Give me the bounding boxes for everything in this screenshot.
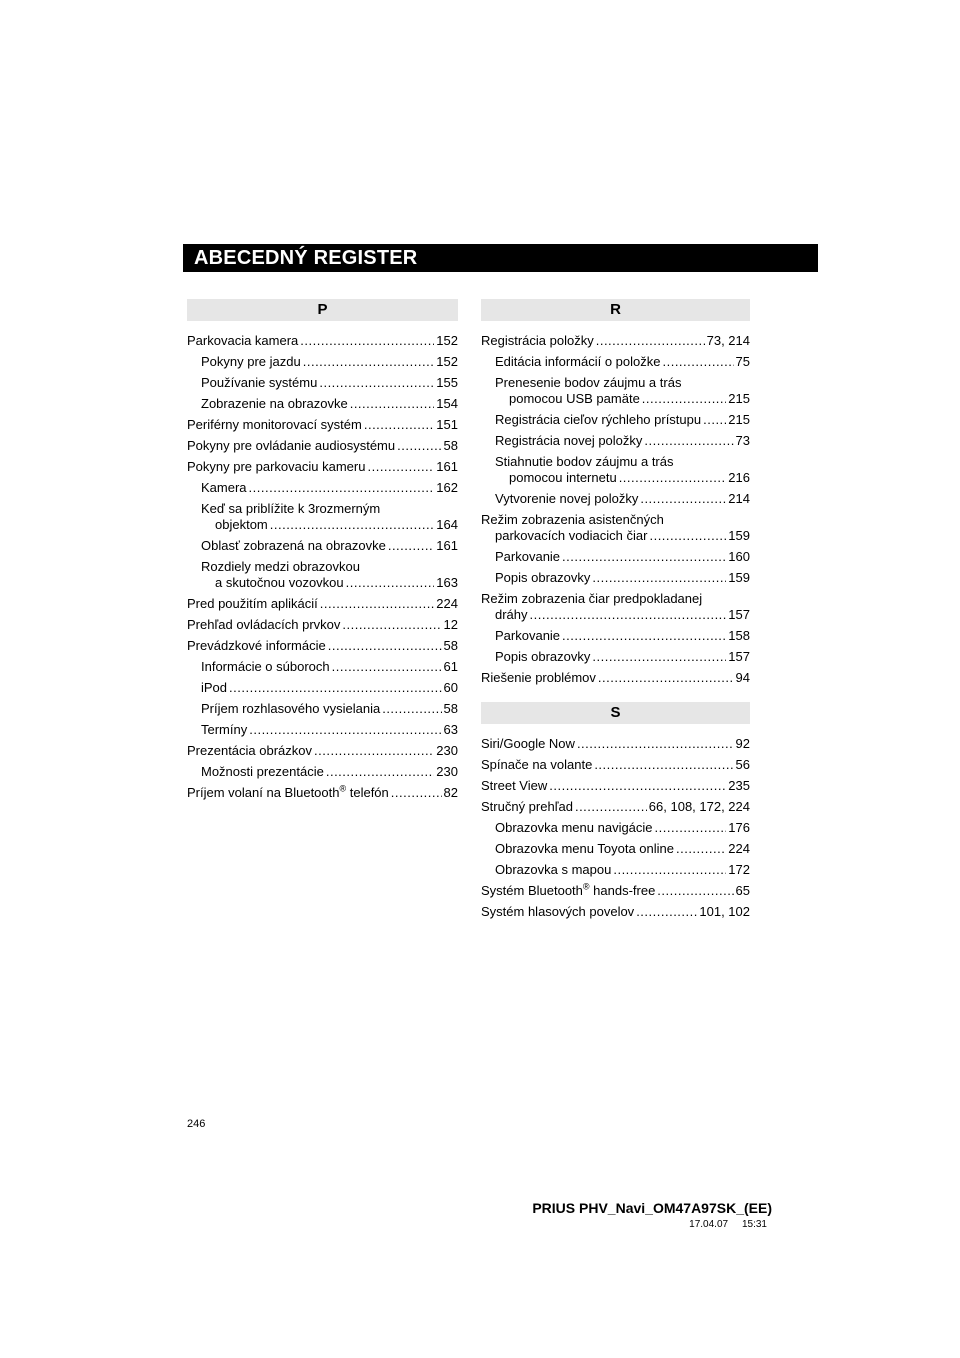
letter-heading-r: R [481, 299, 750, 321]
page-ref: 60 [443, 679, 458, 695]
index-entry: Systém hlasových povelov ..... 101, 102 [481, 901, 750, 922]
section-header-bar [183, 244, 818, 272]
index-subentry: Vytvorenie novej položky ..... 214 [481, 488, 750, 509]
index-subentry: Informácie o súboroch ..... 61 [187, 656, 458, 677]
document-code: PRIUS PHV_Navi_OM47A97SK_(EE) [532, 1200, 772, 1216]
registered-mark: ® [339, 783, 347, 794]
page-ref: 152 [436, 353, 458, 369]
index-subentry: Prenesenie bodov záujmu a trás pomocou USB pamäte ..... 215 [481, 372, 750, 409]
page-ref: 58 [443, 637, 458, 653]
page-ref: 161 [436, 458, 458, 474]
page-ref: 176 [728, 819, 750, 835]
page-ref: 172 [728, 861, 750, 877]
page-ref: 155 [436, 374, 458, 390]
index-subentry: Obrazovka s mapou ..... 172 [481, 859, 750, 880]
page-ref: 75 [735, 353, 750, 369]
page-ref: 230 [436, 742, 458, 758]
index-subentry: Obrazovka menu navigácie ..... 176 [481, 817, 750, 838]
index-entry: Prehľad ovládacích prvkov ..... 12 [187, 614, 458, 635]
page-ref: 160 [728, 548, 750, 564]
index-entry: Stručný prehľad ..... 66, 108, 172, 224 [481, 796, 750, 817]
index-subentry: Možnosti prezentácie ..... 230 [187, 761, 458, 782]
page-ref: 224 [728, 840, 750, 856]
index-entry: Režim zobrazenia asistenčných parkovacích vodiacich čiar ..... 159 [481, 509, 750, 546]
index-entry: Pokyny pre parkovaciu kameru ..... 161 [187, 456, 458, 477]
index-column-left [187, 299, 458, 803]
page-ref: 216 [728, 469, 750, 485]
registered-mark: ® [582, 881, 590, 892]
index-subentry: Zobrazenie na obrazovke ..... 154 [187, 393, 458, 414]
page-ref: 224 [436, 595, 458, 611]
page-ref: 157 [728, 648, 750, 664]
page-ref: 154 [436, 395, 458, 411]
index-subentry: Používanie systému ..... 155 [187, 372, 458, 393]
index-subentry: Keď sa priblížite k 3rozmerným objektom ..... 164 [187, 498, 458, 535]
index-column-right [481, 299, 750, 922]
index-subentry: Kamera ..... 162 [187, 477, 458, 498]
letter-heading-p: P [187, 299, 458, 321]
page-ref: 159 [728, 527, 750, 543]
page-ref: 58 [443, 700, 458, 716]
index-subentry: Termíny ..... 63 [187, 719, 458, 740]
index-entry: Siri/Google Now ..... 92 [481, 733, 750, 754]
index-entry: Príjem volaní na Bluetooth® telefón ..... 82 [187, 782, 458, 803]
index-subentry: Registrácia novej položky ..... 73 [481, 430, 750, 451]
index-entry: Riešenie problémov ..... 94 [481, 667, 750, 688]
index-subentry: Rozdiely medzi obrazovkou a skutočnou vozovkou ..... 163 [187, 556, 458, 593]
index-subentry: iPod ..... 60 [187, 677, 458, 698]
page-ref: 215 [728, 411, 750, 427]
index-subentry: Pokyny pre jazdu ..... 152 [187, 351, 458, 372]
page-ref: 66, 108, 172, 224 [648, 798, 750, 814]
index-subentry: Obrazovka menu Toyota online ..... 224 [481, 838, 750, 859]
page-ref: 157 [728, 606, 750, 622]
page-ref: 151 [436, 416, 458, 432]
page-ref: 73 [735, 432, 750, 448]
page-ref: 65 [735, 882, 750, 898]
page-ref: 158 [728, 627, 750, 643]
page-ref: 92 [735, 735, 750, 751]
page-ref: 161 [436, 537, 458, 553]
index-entry: Pokyny pre ovládanie audiosystému ..... 58 [187, 435, 458, 456]
index-subentry: Parkovanie ..... 160 [481, 546, 750, 567]
page-ref: 162 [436, 479, 458, 495]
page-ref: 214 [728, 490, 750, 506]
index-entry: Periférny monitorovací systém ..... 151 [187, 414, 458, 435]
page-number: 246 [187, 1118, 206, 1130]
index-entry: Street View ..... 235 [481, 775, 750, 796]
index-subentry: Parkovanie ..... 158 [481, 625, 750, 646]
page-title: ABECEDNÝ REGISTER [194, 247, 418, 269]
page-ref: 152 [436, 332, 458, 348]
page-ref: 215 [728, 390, 750, 406]
page-ref: 163 [436, 574, 458, 590]
index-subentry: Popis obrazovky ..... 159 [481, 567, 750, 588]
page-ref: 101, 102 [699, 903, 750, 919]
print-timestamp: 17.04.07 15:31 [689, 1219, 767, 1230]
page-ref: 235 [728, 777, 750, 793]
page-ref: 230 [436, 763, 458, 779]
index-entry: Pred použitím aplikácií ..... 224 [187, 593, 458, 614]
index-entry: Prevádzkové informácie ..... 58 [187, 635, 458, 656]
index-entry: Spínače na volante ..... 56 [481, 754, 750, 775]
page-ref: 63 [443, 721, 458, 737]
page-ref: 58 [443, 437, 458, 453]
page-ref: 12 [443, 616, 458, 632]
page-ref: 61 [443, 658, 458, 674]
page-ref: 164 [436, 516, 458, 532]
index-subentry: Stiahnutie bodov záujmu a trás pomocou internetu ..... 216 [481, 451, 750, 488]
index-entry: Registrácia položky ..... 73, 214 [481, 330, 750, 351]
page-ref: 56 [735, 756, 750, 772]
index-subentry: Oblasť zobrazená na obrazovke ..... 161 [187, 535, 458, 556]
index-subentry: Editácia informácií o položke ..... 75 [481, 351, 750, 372]
page-ref: 94 [735, 669, 750, 685]
index-entry: Prezentácia obrázkov ..... 230 [187, 740, 458, 761]
page-ref: 82 [443, 784, 458, 800]
index-subentry: Príjem rozhlasového vysielania ..... 58 [187, 698, 458, 719]
page-ref: 73, 214 [706, 332, 750, 348]
index-entry: Systém Bluetooth® hands-free ..... 65 [481, 880, 750, 901]
index-entry: Režim zobrazenia čiar predpokladanej dráhy ..... 157 [481, 588, 750, 625]
index-subentry: Registrácia cieľov rýchleho prístupu ..... 215 [481, 409, 750, 430]
page-ref: 159 [728, 569, 750, 585]
letter-heading-s: S [481, 702, 750, 724]
index-entry: Parkovacia kamera ..... 152 [187, 330, 458, 351]
index-subentry: Popis obrazovky ..... 157 [481, 646, 750, 667]
